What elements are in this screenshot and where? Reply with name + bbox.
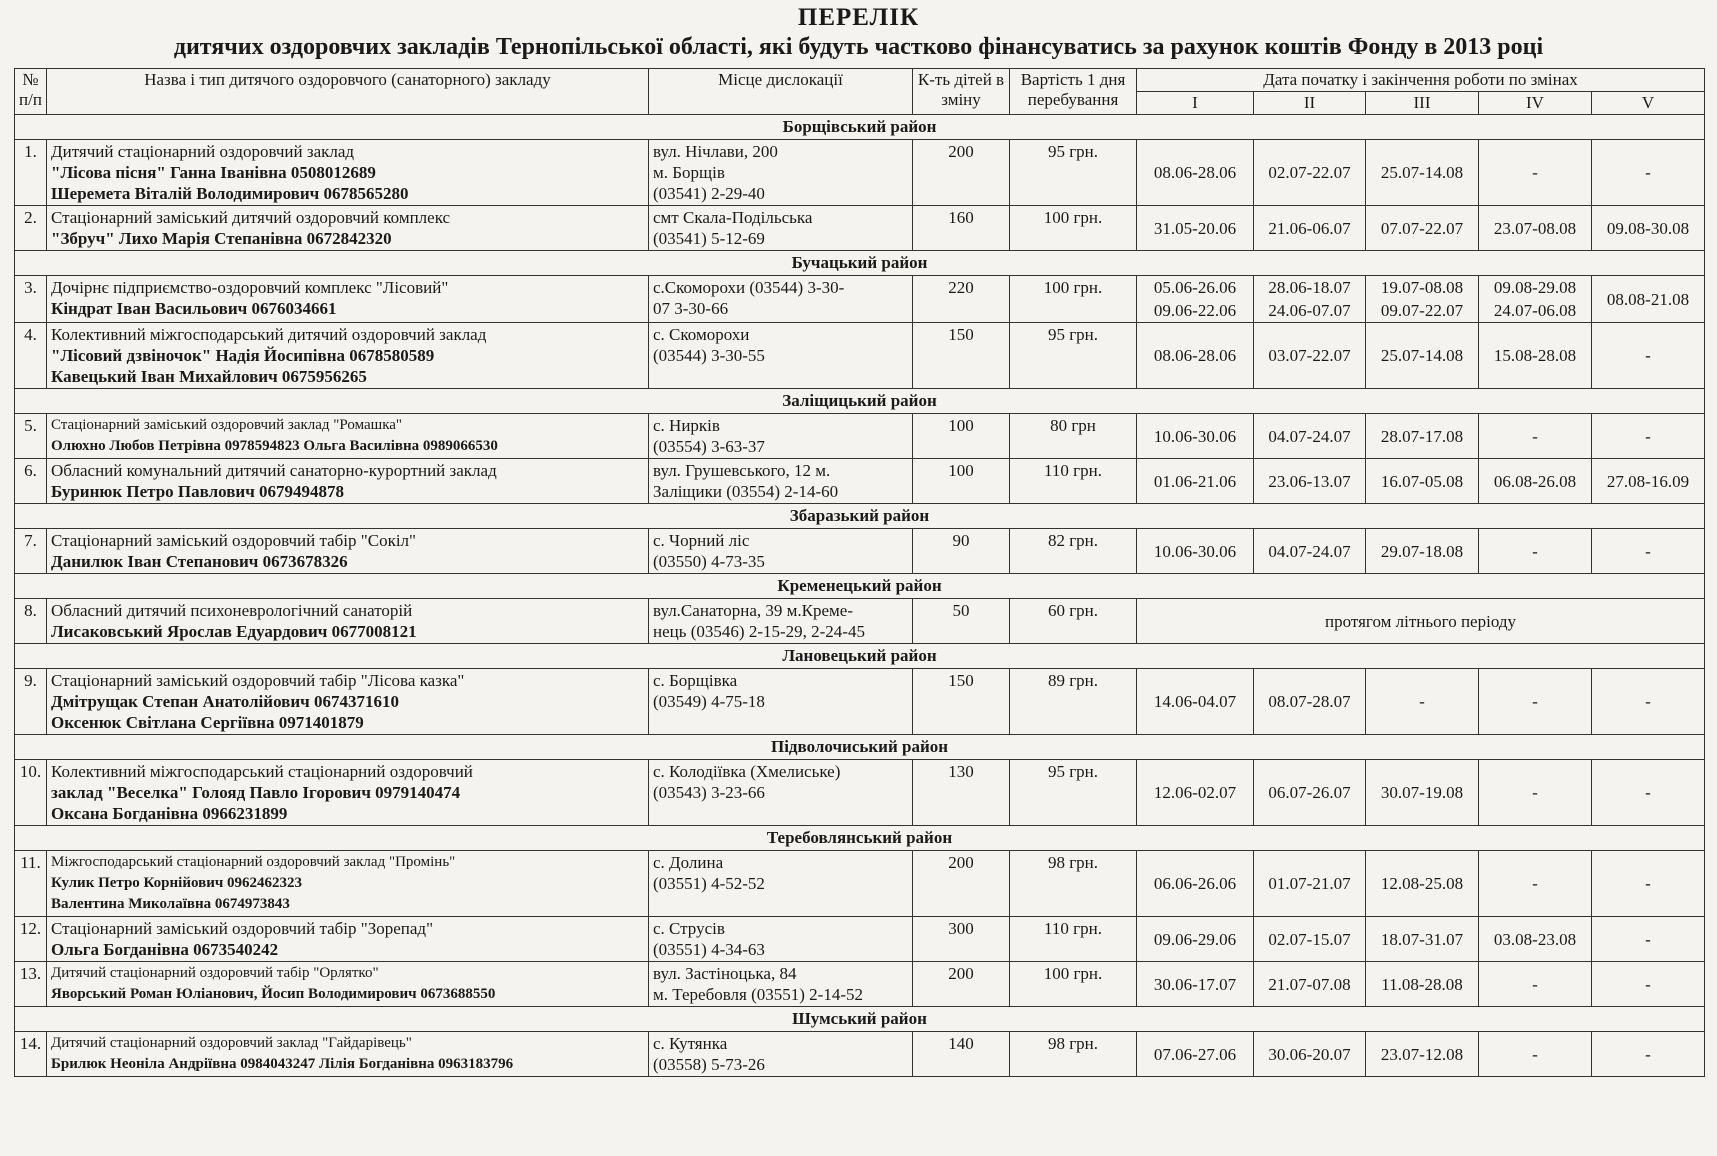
location-line: вул. Нічлави, 200 xyxy=(653,142,778,161)
location-line: (03550) 4-73-35 xyxy=(653,552,765,571)
district-row xyxy=(15,826,1705,851)
location-line: м. Борщів xyxy=(653,163,725,182)
location-cell xyxy=(649,206,913,251)
camp-name-cell xyxy=(47,206,649,251)
shift-dates: 23.06-13.07 xyxy=(1254,459,1366,504)
shift-dates: - xyxy=(1479,414,1592,459)
location-line: (03551) 4-52-52 xyxy=(653,874,765,893)
camp-name-cell xyxy=(47,851,649,917)
shift-dates: - xyxy=(1592,140,1705,206)
day-cost: 95 грн. xyxy=(1010,323,1137,389)
header-shift-4: IV xyxy=(1479,92,1592,115)
location-cell xyxy=(649,760,913,826)
day-cost: 100 грн. xyxy=(1010,962,1137,1007)
district-row xyxy=(15,644,1705,669)
camp-contact-line: Дмітрущак Степан Анатолійович 0674371610 xyxy=(51,692,399,711)
shift-dates: 09.08-29.08 xyxy=(1479,276,1592,300)
shift-dates: - xyxy=(1479,851,1592,917)
district-name: Підволочиський район xyxy=(15,735,1705,760)
shift-dates: 23.07-12.08 xyxy=(1366,1032,1479,1077)
location-line: (03551) 4-34-63 xyxy=(653,940,765,959)
district-name: Борщівський район xyxy=(15,115,1705,140)
children-count: 130 xyxy=(913,760,1010,826)
district-row xyxy=(15,735,1705,760)
shift-dates: 25.07-14.08 xyxy=(1366,140,1479,206)
district-name: Збаразький район xyxy=(15,504,1705,529)
header-shifts: Дата початку і закінчення роботи по змінах xyxy=(1137,69,1705,92)
shift-dates: 12.08-25.08 xyxy=(1366,851,1479,917)
day-cost: 100 грн. xyxy=(1010,276,1137,323)
day-cost: 98 грн. xyxy=(1010,1032,1137,1077)
camp-name-cell xyxy=(47,1032,649,1077)
shift-dates: - xyxy=(1592,323,1705,389)
camp-contact-line: Брилюк Неоніла Андріївна 0984043247 Лілія Богданівна 0963183796 xyxy=(51,1056,514,1072)
table-row xyxy=(15,599,1705,644)
table-row xyxy=(15,917,1705,962)
shift-dates: 01.07-21.07 xyxy=(1254,851,1366,917)
location-line: с. Нирків xyxy=(653,416,720,435)
shift-dates: - xyxy=(1592,851,1705,917)
table-row xyxy=(15,962,1705,1007)
shift-dates: - xyxy=(1592,760,1705,826)
shift-dates: 23.07-08.08 xyxy=(1479,206,1592,251)
table-row xyxy=(15,323,1705,389)
shift-dates: 25.07-14.08 xyxy=(1366,323,1479,389)
shift-dates: 06.06-26.06 xyxy=(1137,851,1254,917)
camp-contact-line: Яворський Роман Юліанович, Йосип Володимирович 0673688550 xyxy=(51,986,496,1002)
location-line: с. Долина xyxy=(653,853,724,872)
camp-name-line: Обласний комунальний дитячий санаторно-курортний заклад xyxy=(51,461,497,480)
shift-dates: 08.07-28.07 xyxy=(1254,669,1366,735)
location-line: (03543) 3-23-66 xyxy=(653,783,765,802)
shift-dates: 14.06-04.07 xyxy=(1137,669,1254,735)
shift-dates: 03.08-23.08 xyxy=(1479,917,1592,962)
location-line: (03541) 2-29-40 xyxy=(653,184,765,203)
shift-dates: 09.06-22.06 xyxy=(1137,299,1254,323)
shift-dates: - xyxy=(1479,1032,1592,1077)
shift-dates: 10.06-30.06 xyxy=(1137,529,1254,574)
location-cell xyxy=(649,599,913,644)
header-shift-2: II xyxy=(1254,92,1366,115)
row-number: 6. xyxy=(15,459,47,504)
shift-dates: - xyxy=(1592,962,1705,1007)
shift-dates: 28.07-17.08 xyxy=(1366,414,1479,459)
table-row xyxy=(15,529,1705,574)
shift-dates: 07.07-22.07 xyxy=(1366,206,1479,251)
row-number: 13. xyxy=(15,962,47,1007)
children-count: 220 xyxy=(913,276,1010,323)
shift-dates: 08.06-28.06 xyxy=(1137,323,1254,389)
location-line: (03541) 5-12-69 xyxy=(653,229,765,248)
shift-dates: 27.08-16.09 xyxy=(1592,459,1705,504)
shift-dates: 31.05-20.06 xyxy=(1137,206,1254,251)
location-line: 07 3-30-66 xyxy=(653,299,729,318)
row-number: 8. xyxy=(15,599,47,644)
location-line: смт Скала-Подільська xyxy=(653,208,813,227)
shift-dates: 30.06-20.07 xyxy=(1254,1032,1366,1077)
camp-name-line: Обласний дитячий психоневрологічний санаторій xyxy=(51,601,413,620)
camp-name-cell xyxy=(47,323,649,389)
location-line: с. Скоморохи xyxy=(653,325,750,344)
district-name: Заліщицький район xyxy=(15,389,1705,414)
location-cell xyxy=(649,917,913,962)
district-name: Теребовлянський район xyxy=(15,826,1705,851)
camp-contact-line: Лисаковський Ярослав Едуардович 0677008121 xyxy=(51,622,417,641)
shift-dates: - xyxy=(1479,529,1592,574)
row-number: 7. xyxy=(15,529,47,574)
document-subtitle: дитячих оздоровчих закладів Тернопільської області, які будуть частково фінансуватись за рахунок коштів Фонду в 2013 році xyxy=(173,34,1544,60)
camp-contact-line: "Збруч" Лихо Марія Степанівна 0672842320 xyxy=(51,229,392,248)
camp-contact-line: заклад "Веселка" Голояд Павло Ігорович 0979140474 xyxy=(51,783,461,802)
table-row xyxy=(15,459,1705,504)
location-cell xyxy=(649,323,913,389)
camp-name-cell xyxy=(47,669,649,735)
children-count: 140 xyxy=(913,1032,1010,1077)
location-line: с. Чорний ліс xyxy=(653,531,750,550)
shift-dates: 28.06-18.07 xyxy=(1254,276,1366,300)
camp-name-line: Стаціонарний заміський оздоровчий табір "Сокіл" xyxy=(51,531,416,550)
row-number: 11. xyxy=(15,851,47,917)
location-line: с. Борщівка xyxy=(653,671,738,690)
district-name: Бучацький район xyxy=(15,251,1705,276)
location-line: вул. Грушевського, 12 м. xyxy=(653,461,831,480)
day-cost: 60 грн. xyxy=(1010,599,1137,644)
day-cost: 98 грн. xyxy=(1010,851,1137,917)
shift-dates: - xyxy=(1592,669,1705,735)
season-period: протягом літнього періоду xyxy=(1137,599,1705,644)
camp-name-line: Колективний міжгосподарський дитячий оздоровчий заклад xyxy=(51,325,487,344)
children-count: 150 xyxy=(913,669,1010,735)
shift-dates: 24.06-07.07 xyxy=(1254,299,1366,323)
camp-contact-line: Олюхно Любов Петрівна 0978594823 Ольга Василівна 0989066530 xyxy=(51,438,498,454)
location-line: с.Скоморохи (03544) 3-30- xyxy=(653,278,845,297)
camp-name-line: Дитячий стаціонарний оздоровчий табір "Орлятко" xyxy=(51,965,379,981)
camp-name-cell xyxy=(47,760,649,826)
day-cost: 82 грн. xyxy=(1010,529,1137,574)
location-cell xyxy=(649,140,913,206)
camp-contact-line: Кулик Петро Корнійович 0962462323 xyxy=(51,875,303,891)
row-number: 5. xyxy=(15,414,47,459)
header-children: К-ть дітей в зміну xyxy=(913,69,1010,115)
children-count: 50 xyxy=(913,599,1010,644)
header-name: Назва і тип дитячого оздоровчого (санаторного) закладу xyxy=(47,69,649,115)
location-line: с. Колодіївка (Хмелиське) xyxy=(653,762,841,781)
location-cell xyxy=(649,962,913,1007)
location-line: (03549) 4-75-18 xyxy=(653,692,765,711)
camp-contact-line: Буринюк Петро Павлович 0679494878 xyxy=(51,482,345,501)
children-count: 200 xyxy=(913,962,1010,1007)
district-name: Лановецький район xyxy=(15,644,1705,669)
row-number: 4. xyxy=(15,323,47,389)
row-number: 3. xyxy=(15,276,47,323)
camp-name-cell xyxy=(47,276,649,323)
shift-dates: 21.06-06.07 xyxy=(1254,206,1366,251)
shift-dates: 06.07-26.07 xyxy=(1254,760,1366,826)
shift-dates: 09.08-30.08 xyxy=(1592,206,1705,251)
shift-dates: 11.08-28.08 xyxy=(1366,962,1479,1007)
shift-dates: 06.08-26.08 xyxy=(1479,459,1592,504)
header-cost: Вартість 1 дня перебування xyxy=(1010,69,1137,115)
location-line: (03554) 3-63-37 xyxy=(653,437,765,456)
location-cell xyxy=(649,1032,913,1077)
location-cell xyxy=(649,414,913,459)
children-count: 100 xyxy=(913,459,1010,504)
district-row xyxy=(15,504,1705,529)
camp-name-line: Колективний міжгосподарський стаціонарний оздоровчий xyxy=(51,762,473,781)
shift-dates: - xyxy=(1592,917,1705,962)
shift-dates: 01.06-21.06 xyxy=(1137,459,1254,504)
location-line: с. Кутянка xyxy=(653,1034,728,1053)
row-number: 2. xyxy=(15,206,47,251)
shift-dates: - xyxy=(1592,414,1705,459)
shift-dates: - xyxy=(1479,669,1592,735)
shift-dates: 07.06-27.06 xyxy=(1137,1032,1254,1077)
day-cost: 110 грн. xyxy=(1010,459,1137,504)
camp-name-line: Дочірнє підприємство-оздоровчий комплекс "Лісовий" xyxy=(51,278,449,297)
children-count: 90 xyxy=(913,529,1010,574)
children-count: 300 xyxy=(913,917,1010,962)
table-row xyxy=(15,206,1705,251)
location-line: Заліщики (03554) 2-14-60 xyxy=(653,482,839,501)
shift-dates: 30.06-17.07 xyxy=(1137,962,1254,1007)
table-row xyxy=(15,140,1705,206)
shift-dates: 09.06-29.06 xyxy=(1137,917,1254,962)
camp-contact-line: Валентина Миколаївна 0674973843 xyxy=(51,896,290,912)
day-cost: 89 грн. xyxy=(1010,669,1137,735)
camp-contact-line: "Лісова пісня" Ганна Іванівна 0508012689 xyxy=(51,163,376,182)
children-count: 100 xyxy=(913,414,1010,459)
day-cost: 80 грн xyxy=(1010,414,1137,459)
camp-contact-line: "Лісовий дзвіночок" Надія Йосипівна 0678580589 xyxy=(51,346,435,365)
header-shift-1: I xyxy=(1137,92,1254,115)
camp-name-line: Міжгосподарський стаціонарний оздоровчий заклад "Промінь" xyxy=(51,854,456,870)
shift-dates: 15.08-28.08 xyxy=(1479,323,1592,389)
shift-dates: 18.07-31.07 xyxy=(1366,917,1479,962)
shift-dates: 04.07-24.07 xyxy=(1254,529,1366,574)
location-line: вул. Застіноцька, 84 xyxy=(653,964,797,983)
row-number: 10. xyxy=(15,760,47,826)
header-shift-5: V xyxy=(1592,92,1705,115)
row-number: 14. xyxy=(15,1032,47,1077)
district-name: Шумський район xyxy=(15,1007,1705,1032)
camp-contact-line: Ольга Богданівна 0673540242 xyxy=(51,940,279,959)
children-count: 160 xyxy=(913,206,1010,251)
location-cell xyxy=(649,529,913,574)
table-row xyxy=(15,414,1705,459)
row-number: 12. xyxy=(15,917,47,962)
location-line: нець (03546) 2-15-29, 2-24-45 xyxy=(653,622,865,641)
camp-contact-line: Кіндрат Іван Васильович 0676034661 xyxy=(51,299,337,318)
shift-dates: 12.06-02.07 xyxy=(1137,760,1254,826)
shift-dates: 29.07-18.08 xyxy=(1366,529,1479,574)
header-row xyxy=(15,69,1705,92)
location-line: (03558) 5-73-26 xyxy=(653,1055,765,1074)
children-count: 200 xyxy=(913,851,1010,917)
shift-dates: - xyxy=(1479,962,1592,1007)
table-row xyxy=(15,760,1705,826)
location-cell xyxy=(649,851,913,917)
location-line: с. Струсів xyxy=(653,919,725,938)
children-count: 150 xyxy=(913,323,1010,389)
location-cell xyxy=(649,459,913,504)
district-row xyxy=(15,1007,1705,1032)
camp-name-line: Дитячий стаціонарний оздоровчий заклад xyxy=(51,142,355,161)
shift-dates: 08.08-21.08 xyxy=(1592,276,1705,323)
header-num: № п/п xyxy=(15,69,47,115)
day-cost: 95 грн. xyxy=(1010,140,1137,206)
document-title: ПЕРЕЛІК xyxy=(797,4,920,31)
district-row xyxy=(15,389,1705,414)
camp-name-line: Стаціонарний заміський оздоровчий заклад "Ромашка" xyxy=(51,417,403,433)
table-row xyxy=(15,276,1705,300)
district-name: Кременецький район xyxy=(15,574,1705,599)
shift-dates: 10.06-30.06 xyxy=(1137,414,1254,459)
day-cost: 100 грн. xyxy=(1010,206,1137,251)
shift-dates: - xyxy=(1366,669,1479,735)
district-row xyxy=(15,115,1705,140)
camp-name-line: Стаціонарний заміський оздоровчий табір "Зорепад" xyxy=(51,919,434,938)
table-row xyxy=(15,669,1705,735)
camp-contact-line: Оксана Богданівна 0966231899 xyxy=(51,804,288,823)
shift-dates: 08.06-28.06 xyxy=(1137,140,1254,206)
shift-dates: 30.07-19.08 xyxy=(1366,760,1479,826)
camp-name-line: Стаціонарний заміський оздоровчий табір "Лісова казка" xyxy=(51,671,465,690)
table-row xyxy=(15,1032,1705,1077)
camp-name-cell xyxy=(47,599,649,644)
shift-dates: 02.07-22.07 xyxy=(1254,140,1366,206)
children-count: 200 xyxy=(913,140,1010,206)
day-cost: 95 грн. xyxy=(1010,760,1137,826)
camp-name-cell xyxy=(47,414,649,459)
location-cell xyxy=(649,276,913,323)
day-cost: 110 грн. xyxy=(1010,917,1137,962)
shift-dates: 02.07-15.07 xyxy=(1254,917,1366,962)
shift-dates: 09.07-22.07 xyxy=(1366,299,1479,323)
shift-dates: 03.07-22.07 xyxy=(1254,323,1366,389)
district-row xyxy=(15,251,1705,276)
camp-contact-line: Шеремета Віталій Володимирович 0678565280 xyxy=(51,184,409,203)
shift-dates: 19.07-08.08 xyxy=(1366,276,1479,300)
shift-dates: 24.07-06.08 xyxy=(1479,299,1592,323)
shift-dates: - xyxy=(1479,140,1592,206)
shift-dates: 16.07-05.08 xyxy=(1366,459,1479,504)
location-line: м. Теребовля (03551) 2-14-52 xyxy=(653,985,863,1004)
camp-name-line: Стаціонарний заміський дитячий оздоровчий комплекс xyxy=(51,208,451,227)
camp-name-cell xyxy=(47,459,649,504)
shift-dates: - xyxy=(1592,1032,1705,1077)
row-number: 1. xyxy=(15,140,47,206)
camp-name-line: Дитячий стаціонарний оздоровчий заклад "Гайдарівець" xyxy=(51,1035,412,1051)
camps-table xyxy=(14,68,1705,1077)
district-row xyxy=(15,574,1705,599)
camp-contact-line: Оксенюк Світлана Сергіївна 0971401879 xyxy=(51,713,364,732)
location-line: (03544) 3-30-55 xyxy=(653,346,765,365)
table-row xyxy=(15,851,1705,917)
camp-name-cell xyxy=(47,140,649,206)
shift-dates: 21.07-07.08 xyxy=(1254,962,1366,1007)
header-shift-3: III xyxy=(1366,92,1479,115)
shift-dates: 05.06-26.06 xyxy=(1137,276,1254,300)
row-number: 9. xyxy=(15,669,47,735)
shift-dates: 04.07-24.07 xyxy=(1254,414,1366,459)
shift-dates: - xyxy=(1592,529,1705,574)
location-line: вул.Санаторна, 39 м.Креме- xyxy=(653,601,853,620)
camp-contact-line: Данилюк Іван Степанович 0673678326 xyxy=(51,552,348,571)
header-location: Місце дислокації xyxy=(649,69,913,115)
shift-dates: - xyxy=(1479,760,1592,826)
location-cell xyxy=(649,669,913,735)
camp-name-cell xyxy=(47,962,649,1007)
camp-contact-line: Кавецький Іван Михайлович 0675956265 xyxy=(51,367,367,386)
camp-name-cell xyxy=(47,529,649,574)
camp-name-cell xyxy=(47,917,649,962)
